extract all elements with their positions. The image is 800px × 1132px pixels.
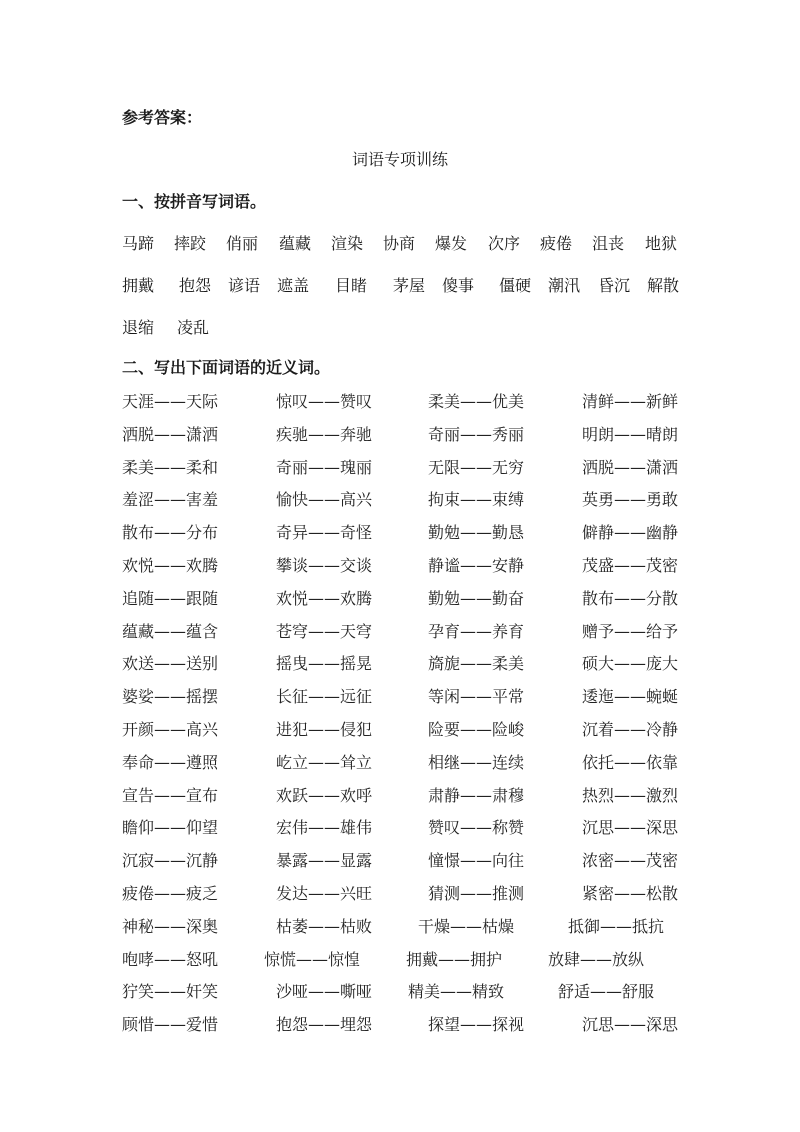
word-item: 俏丽 xyxy=(226,234,259,253)
section2-heading: 二、写出下面词语的近义词。 xyxy=(122,358,331,377)
synonym-pair: 英勇——勇敢 xyxy=(582,490,679,510)
word-item: 马蹄 xyxy=(122,234,155,253)
synonym-pair: 追随——跟随 xyxy=(122,588,219,608)
synonym-row xyxy=(122,618,692,651)
synonym-row xyxy=(122,454,692,487)
synonym-pair: 宣告——宣布 xyxy=(122,785,219,805)
synonym-pair: 赠予——给予 xyxy=(582,621,679,641)
word-item: 疲倦 xyxy=(540,234,573,253)
synonym-pair: 憧憬——向往 xyxy=(428,851,525,871)
synonym-pair: 暴露——显露 xyxy=(276,851,373,871)
synonym-pair: 开颜——高兴 xyxy=(122,719,219,739)
synonym-pair: 发达——兴旺 xyxy=(276,883,373,903)
word-row xyxy=(122,314,692,342)
word-item: 摔跤 xyxy=(174,234,207,253)
synonym-row xyxy=(122,552,692,585)
synonym-pair: 无限——无穷 xyxy=(428,457,525,477)
synonym-pair: 静谧——安静 xyxy=(428,555,525,575)
synonym-row xyxy=(122,388,692,421)
synonym-row xyxy=(122,749,692,782)
synonym-pair: 攀谈——交谈 xyxy=(276,555,373,575)
synonym-pair: 沉思——深思 xyxy=(582,1015,679,1035)
synonym-pair: 拘束——束缚 xyxy=(428,490,525,510)
word-item: 爆发 xyxy=(435,234,468,253)
synonym-row xyxy=(122,519,692,552)
synonym-row xyxy=(122,486,692,519)
word-item: 谚语 xyxy=(228,276,261,295)
synonym-pair: 猜测——推测 xyxy=(428,883,525,903)
synonym-pair: 奇丽——秀丽 xyxy=(428,424,525,444)
synonym-pair: 僻静——幽静 xyxy=(582,523,679,543)
synonym-row xyxy=(122,946,692,979)
synonym-pair: 奇异——奇怪 xyxy=(276,523,373,543)
synonym-pair: 欢跃——欢呼 xyxy=(276,785,373,805)
word-item: 沮丧 xyxy=(592,234,625,253)
synonym-pair: 瞻仰——仰望 xyxy=(122,818,219,838)
synonym-pair: 奇丽——瑰丽 xyxy=(276,457,373,477)
synonym-pair: 勤勉——勤奋 xyxy=(428,588,525,608)
word-item: 僵硬 xyxy=(499,276,532,295)
synonym-pair: 天涯——天际 xyxy=(122,392,219,411)
synonym-pair: 洒脱——潇洒 xyxy=(582,457,679,477)
synonym-pair: 舒适——舒服 xyxy=(558,982,655,1002)
synonym-pair: 摇曳——摇晃 xyxy=(276,654,373,674)
synonym-table xyxy=(122,388,692,1044)
word-item: 协商 xyxy=(383,234,416,253)
synonym-row xyxy=(122,978,692,1011)
word-item: 凌乱 xyxy=(177,318,210,337)
synonym-pair: 奉命——遵照 xyxy=(122,752,219,772)
synonym-pair: 愉快——高兴 xyxy=(276,490,373,510)
synonym-pair: 蕴藏——蕴含 xyxy=(122,621,219,641)
synonym-pair: 肃静——肃穆 xyxy=(428,785,525,805)
synonym-row xyxy=(122,683,692,716)
synonym-pair: 硕大——庞大 xyxy=(582,654,679,674)
synonym-pair: 紧密——松散 xyxy=(582,883,679,903)
word-item: 次序 xyxy=(488,234,521,253)
word-item: 傻事 xyxy=(442,276,475,295)
word-item: 目睹 xyxy=(335,276,368,295)
synonym-pair: 咆哮——怒吼 xyxy=(122,949,219,969)
synonym-pair: 进犯——侵犯 xyxy=(276,719,373,739)
synonym-pair: 宏伟——雄伟 xyxy=(276,818,373,838)
word-item: 潮汛 xyxy=(548,276,581,295)
synonym-pair: 神秘——深奥 xyxy=(122,916,219,936)
synonym-pair: 沉寂——沉静 xyxy=(122,851,219,871)
synonym-row xyxy=(122,913,692,946)
synonym-pair: 长征——远征 xyxy=(276,687,373,707)
synonym-pair: 惊叹——赞叹 xyxy=(276,392,373,411)
synonym-pair: 孕育——养育 xyxy=(428,621,525,641)
synonym-pair: 干燥——枯燥 xyxy=(418,916,515,936)
synonym-pair: 抱怨——埋怨 xyxy=(276,1015,373,1035)
synonym-row xyxy=(122,716,692,749)
word-item: 茅屋 xyxy=(393,276,426,295)
synonym-pair: 险要——险峻 xyxy=(428,719,525,739)
synonym-row xyxy=(122,421,692,454)
synonym-pair: 散布——分布 xyxy=(122,523,219,543)
synonym-pair: 疲倦——疲乏 xyxy=(122,883,219,903)
word-item: 昏沉 xyxy=(598,276,631,295)
synonym-row xyxy=(122,1011,692,1044)
synonym-pair: 热烈——激烈 xyxy=(582,785,679,805)
word-item: 解散 xyxy=(647,276,680,295)
synonym-pair: 惊慌——惊惶 xyxy=(264,949,361,969)
synonym-pair: 勤勉——勤恳 xyxy=(428,523,525,543)
synonym-row xyxy=(122,650,692,683)
synonym-pair: 依托——依靠 xyxy=(582,752,679,772)
synonym-pair: 拥戴——拥护 xyxy=(406,949,503,969)
word-item: 遮盖 xyxy=(277,276,310,295)
synonym-pair: 沙哑——嘶哑 xyxy=(276,982,373,1002)
word-item: 蕴藏 xyxy=(279,234,312,253)
synonym-pair: 狞笑——奸笑 xyxy=(122,982,219,1002)
word-row xyxy=(122,272,692,300)
synonym-pair: 探望——探视 xyxy=(428,1015,525,1035)
synonym-pair: 赞叹——称赞 xyxy=(428,818,525,838)
synonym-pair: 婆娑——摇摆 xyxy=(122,687,219,707)
synonym-row xyxy=(122,880,692,913)
word-item: 地狱 xyxy=(645,234,678,253)
synonym-row xyxy=(122,847,692,880)
synonym-pair: 柔美——优美 xyxy=(428,392,525,411)
word-item: 抱怨 xyxy=(179,276,212,295)
synonym-pair: 精美——精致 xyxy=(408,982,505,1002)
synonym-pair: 疾驰——奔驰 xyxy=(276,424,373,444)
synonym-pair: 放肆——放纵 xyxy=(548,949,645,969)
synonym-row xyxy=(122,585,692,618)
synonym-row xyxy=(122,782,692,815)
synonym-pair: 欢悦——欢腾 xyxy=(122,555,219,575)
synonym-pair: 顾惜——爱惜 xyxy=(122,1015,219,1035)
synonym-pair: 枯萎——枯败 xyxy=(276,916,373,936)
word-item: 渲染 xyxy=(331,234,364,253)
synonym-pair: 羞涩——害羞 xyxy=(122,490,219,510)
synonym-pair: 沉着——冷静 xyxy=(582,719,679,739)
synonym-row xyxy=(122,814,692,847)
synonym-pair: 欢悦——欢腾 xyxy=(276,588,373,608)
synonym-pair: 清鲜——新鲜 xyxy=(582,392,679,411)
doc-title: 词语专项训练 xyxy=(351,150,448,169)
synonym-pair: 洒脱——潇洒 xyxy=(122,424,219,444)
synonym-pair: 浓密——茂密 xyxy=(582,851,679,871)
answer-heading: 参考答案： xyxy=(122,108,203,127)
synonym-pair: 相继——连续 xyxy=(428,752,525,772)
section1-heading: 一、按拼音写词语。 xyxy=(122,192,267,211)
synonym-pair: 旖旎——柔美 xyxy=(428,654,525,674)
word-item: 拥戴 xyxy=(122,276,155,295)
synonym-pair: 欢送——送别 xyxy=(122,654,219,674)
synonym-pair: 逶迤——蜿蜒 xyxy=(582,687,679,707)
word-row xyxy=(122,230,692,258)
synonym-pair: 茂盛——茂密 xyxy=(582,555,679,575)
synonym-pair: 明朗——晴朗 xyxy=(582,424,679,444)
synonym-pair: 屹立——耸立 xyxy=(276,752,373,772)
synonym-pair: 抵御——抵抗 xyxy=(568,916,665,936)
synonym-pair: 沉思——深思 xyxy=(582,818,679,838)
synonym-pair: 苍穹——天穹 xyxy=(276,621,373,641)
synonym-pair: 柔美——柔和 xyxy=(122,457,219,477)
synonym-pair: 等闲——平常 xyxy=(428,687,525,707)
synonym-pair: 散布——分散 xyxy=(582,588,679,608)
word-item: 退缩 xyxy=(122,318,155,337)
